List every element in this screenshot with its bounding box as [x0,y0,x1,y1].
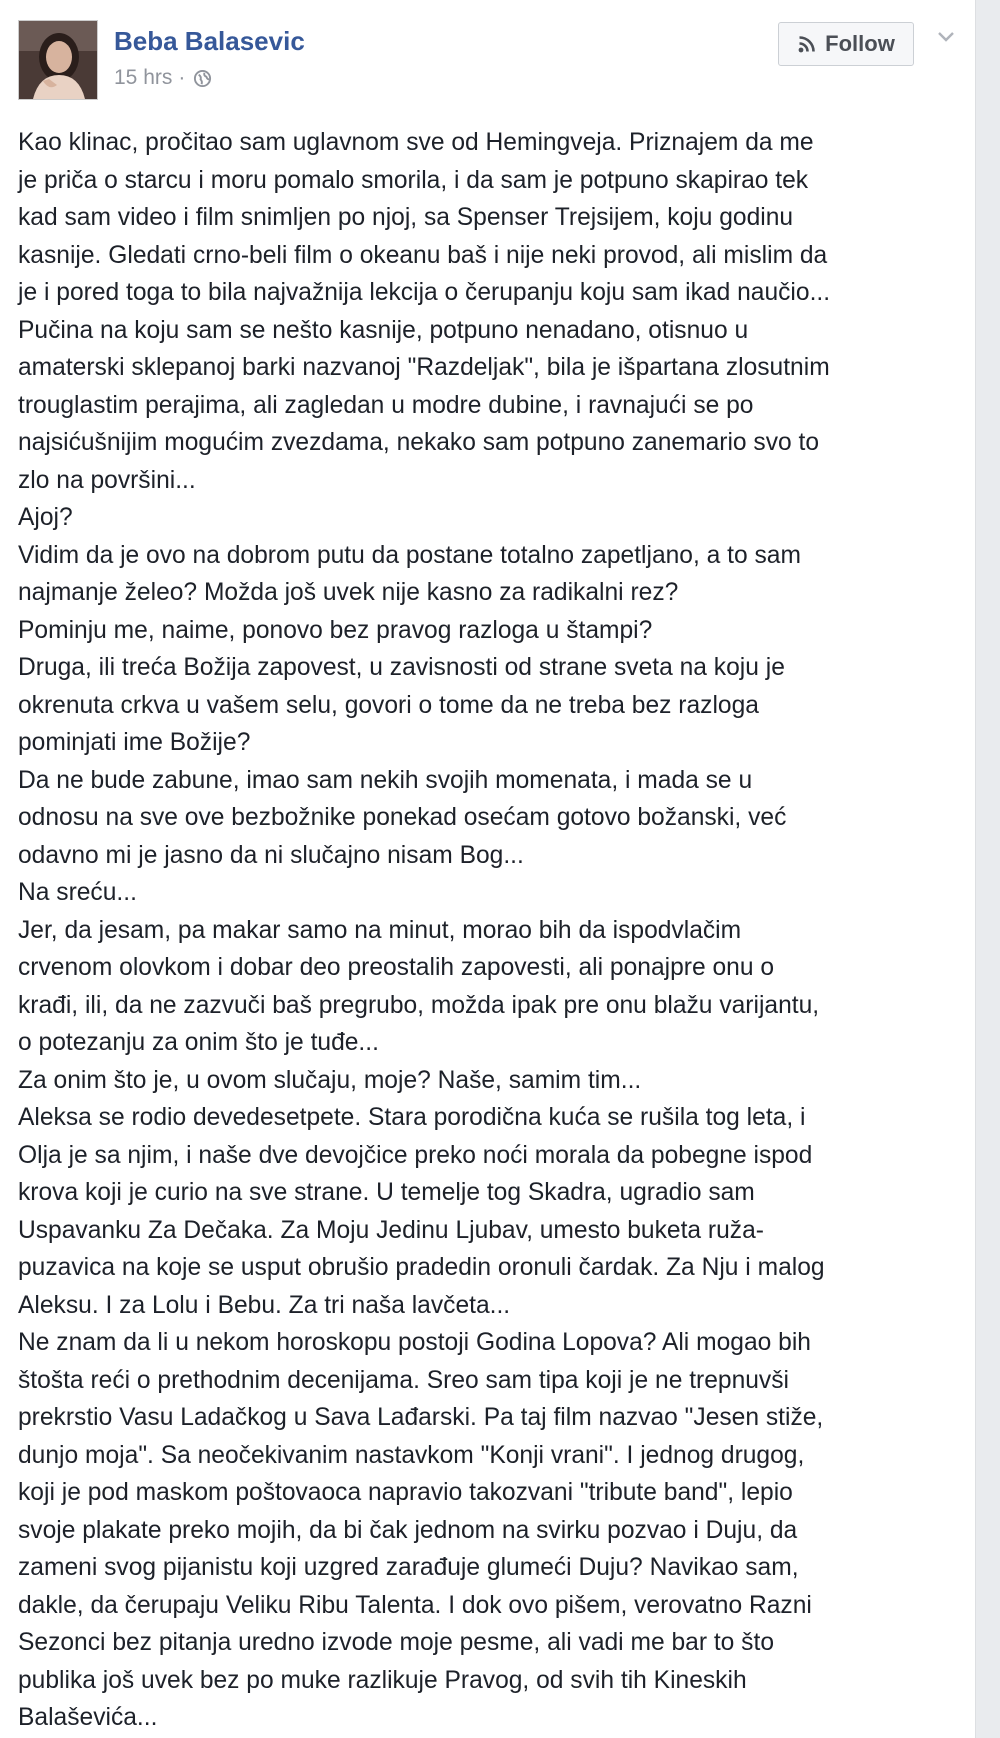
post-text-line: najmanje želeo? Možda još uvek nije kasno za radikalni rez? [18,579,679,606]
rss-icon [797,34,817,54]
post-body [18,124,963,1737]
post-text-line: zlo na površini... [18,466,196,494]
post-text-line: zameni svog pijanistu koji uzgred zarađuje glumeći Duju? Navikao sam, [18,1554,799,1581]
post-text-line: Vidim da je ovo na dobrom putu da postane totalno zapetljano, a to sam [18,541,801,569]
post-text-line: Olja je sa njim, i naše dve devojčice preko noći morala da pobegne ispod [18,1141,813,1169]
post-text-line: Aleksu. I za Lolu i Bebu. Za tri naša lavčeta... [18,1291,511,1319]
avatar[interactable] [18,20,98,100]
author-name[interactable]: Beba Balasevic [114,26,305,56]
post-text-line: kad sam video i film snimljen po njoj, sa Spenser Trejsijem, koju godinu [18,204,794,231]
post-timestamp[interactable]: 15 hrs [114,66,173,89]
chevron-down-icon[interactable] [935,26,957,48]
post-text-line: amaterski sklepanoj barki nazvanoj "Razdeljak", bila je išpartana zlosutnim [18,354,830,381]
globe-icon[interactable] [193,69,212,88]
post-text-line: puzavica na koje se usput obrušio pradedin oronuli čardak. Za Nju i malog [18,1254,825,1281]
post-text-line: Aleksa se rodio devedesetpete. Stara porodična kuća se rušila tog leta, i [18,1104,806,1131]
post-text-line: dakle, da čerupaju Veliku Ribu Talenta. I dok ovo pišem, verovatno Razni [18,1591,812,1619]
post-text-line: Da ne bude zabune, imao sam nekih svojih momenata, i mada se u [18,766,753,794]
post-text-line: Na sreću... [18,879,137,906]
post-text-line: dunjo moja". Sa neočekivanim nastavkom "Konji vrani". I jednog drugog, [18,1441,805,1469]
post-text-line: prekrstio Vasu Ladačkog u Sava Lađarski. Pa taj film nazvao "Jesen stiže, [18,1404,824,1431]
post-text-line: odnosu na sve ove bezbožnike ponekad osećam gotovo božanski, već [18,804,787,831]
post-text-line: crvenom olovkom i dobar deo preostalih zapovesti, ali ponajpre onu o [18,954,775,981]
post-text-line: svoje plakate preko mojih, da bi čak jednom na svirku pozvao i Duju, da [18,1516,798,1544]
post-text-line: o potezanju za onim što je tuđe... [18,1029,379,1056]
post-text-line: odavno mi je jasno da ni slučajno nisam Bog... [18,841,524,869]
post-text-line: okrenuta crkva u vašem selu, govori o tome da ne treba bez razloga [18,691,759,719]
post-text-line: trouglastim perajima, ali zagledan u modre dubine, i ravnajući se po [18,391,754,419]
post-text-line: kasnije. Gledati crno-beli film o okeanu baš i nije neki provod, ali mislim da [18,241,828,269]
post-text-line: Za onim što je, u ovom slučaju, moje? Naše, samim tim... [18,1066,642,1094]
post-text-line: je priča o starcu i moru pomalo smorila, i da sam je potpuno skapirao tek [18,166,809,194]
post-text-line: Kao klinac, pročitao sam uglavnom sve od Hemingveja. Priznajem da me [18,129,814,156]
follow-button[interactable] [778,22,914,66]
post-text-line: Sezonci bez pitanja uredno izvode moje pesme, ali vadi me bar to što [18,1629,774,1656]
post-text-line: Druga, ili treća Božija zapovest, u zavisnosti od strane sveta na koju je [18,654,785,681]
post-text-line: krađi, ili, da ne zazvuči baš pregrubo, možda ipak pre onu blažu varijantu, [18,991,820,1019]
post-text-line: Ajoj? [18,504,73,531]
post-text-line: publika još uvek bez po muke razlikuje Pravog, od svih tih Kineskih [18,1666,747,1694]
post-text-line: Pučina na koju sam se nešto kasnije, potpuno nenadano, otisnuo u [18,316,749,344]
post-text-line: krova koji je curio na sve strane. U temelje tog Skadra, ugradio sam [18,1179,755,1206]
post-text-line: štošta reći o prethodnim decenijama. Sreo sam tipa koji je ne trepnuvši [18,1366,789,1394]
post-text-line: koji je pod maskom poštovaoca napravio takozvani "tribute band", lepio [18,1479,793,1506]
post-text-line: Jer, da jesam, pa makar samo na minut, morao bih da ispodvlačim [18,916,742,944]
post-text-line: Uspavanku Za Dečaka. Za Moju Jedinu Ljubav, umesto buketa ruža- [18,1216,764,1244]
post-text-line: je i pored toga to bila najvažnija lekcija o čerupanju koju sam ikad naučio... [18,279,831,306]
post-text-line: Ne znam da li u nekom horoskopu postoji Godina Lopova? Ali mogao bih [18,1329,811,1356]
post-meta [114,66,212,90]
meta-separator: · [178,66,186,89]
follow-label: Follow [825,31,895,56]
post-text-line: pominjati ime Božije? [18,729,251,756]
post-text-line: Balaševića... [18,1704,158,1731]
avatar-portrait-icon [19,21,97,99]
post-text-line: najsićušnijim mogućim zvezdama, nekako sam potpuno zanemario svo to [18,429,820,456]
post-text-line: Pominju me, naime, ponovo bez pravog razloga u štampi? [18,616,653,644]
